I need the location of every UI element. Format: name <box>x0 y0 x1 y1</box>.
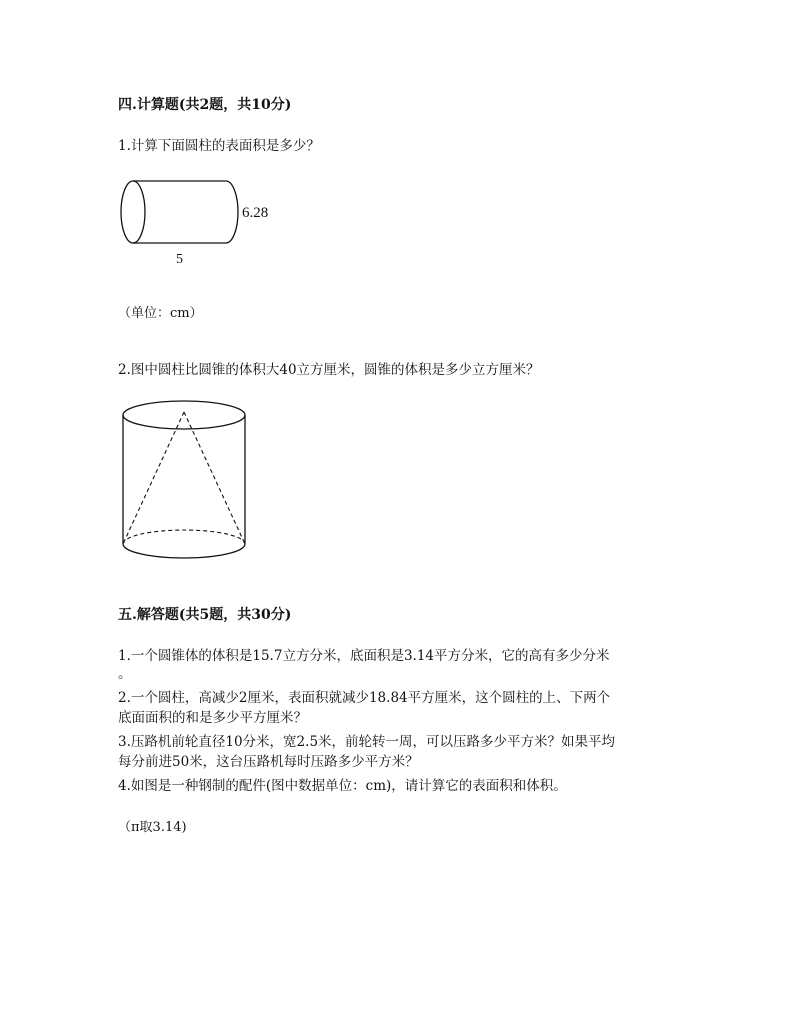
cylinder-cone-figure <box>114 398 254 566</box>
question-4-2-text: 2.图中圆柱比圆锥的体积大40立方厘米，圆锥的体积是多少立方厘米？ <box>118 362 540 378</box>
section-4-heading: 四.计算题(共2题，共10分) <box>118 97 292 113</box>
cone-left-edge <box>123 412 184 544</box>
horizontal-cylinder-figure <box>112 172 292 272</box>
cone-right-edge <box>184 412 245 544</box>
question-5-3-line-1: 3.压路机前轮直径10分米，宽2.5米，前轮转一周，可以压路多少平方米？如果平均 <box>118 734 616 750</box>
cylinder-right-end <box>226 181 238 243</box>
cylinder-bottom-back-arc <box>123 530 245 544</box>
unit-note: （单位：cm） <box>118 306 203 321</box>
cylinder-left-end <box>121 181 145 243</box>
section-5-heading: 五.解答题(共5题，共30分) <box>118 607 292 623</box>
question-5-1-line-2: 。 <box>118 666 132 682</box>
question-5-4-line-1: 4.如图是一种钢制的配件(图中数据单位：cm)，请计算它的表面积和体积。 <box>118 778 567 794</box>
question-5-2-line-1: 2.一个圆柱，高减少2厘米，表面积就减少18.84平方厘米，这个圆柱的上、下两个 <box>118 690 611 706</box>
cylinder-length-label: 5 <box>176 252 183 267</box>
question-4-1-text: 1.计算下面圆柱的表面积是多少？ <box>118 138 320 154</box>
cylinder-top-ellipse <box>123 401 245 429</box>
cylinder-bottom-front-arc <box>123 544 245 558</box>
question-5-3-line-2: 每分前进50米，这台压路机每时压路多少平方米？ <box>118 754 419 770</box>
question-5-2-line-2: 底面面积的和是多少平方厘米？ <box>118 710 307 726</box>
question-5-1-line-1: 1.一个圆锥体的体积是15.7立方分米，底面积是3.14平方分米，它的高有多少分米 <box>118 648 610 664</box>
pi-note: （π取3.14) <box>118 820 187 835</box>
cylinder-height-label: 6.28 <box>242 205 269 221</box>
